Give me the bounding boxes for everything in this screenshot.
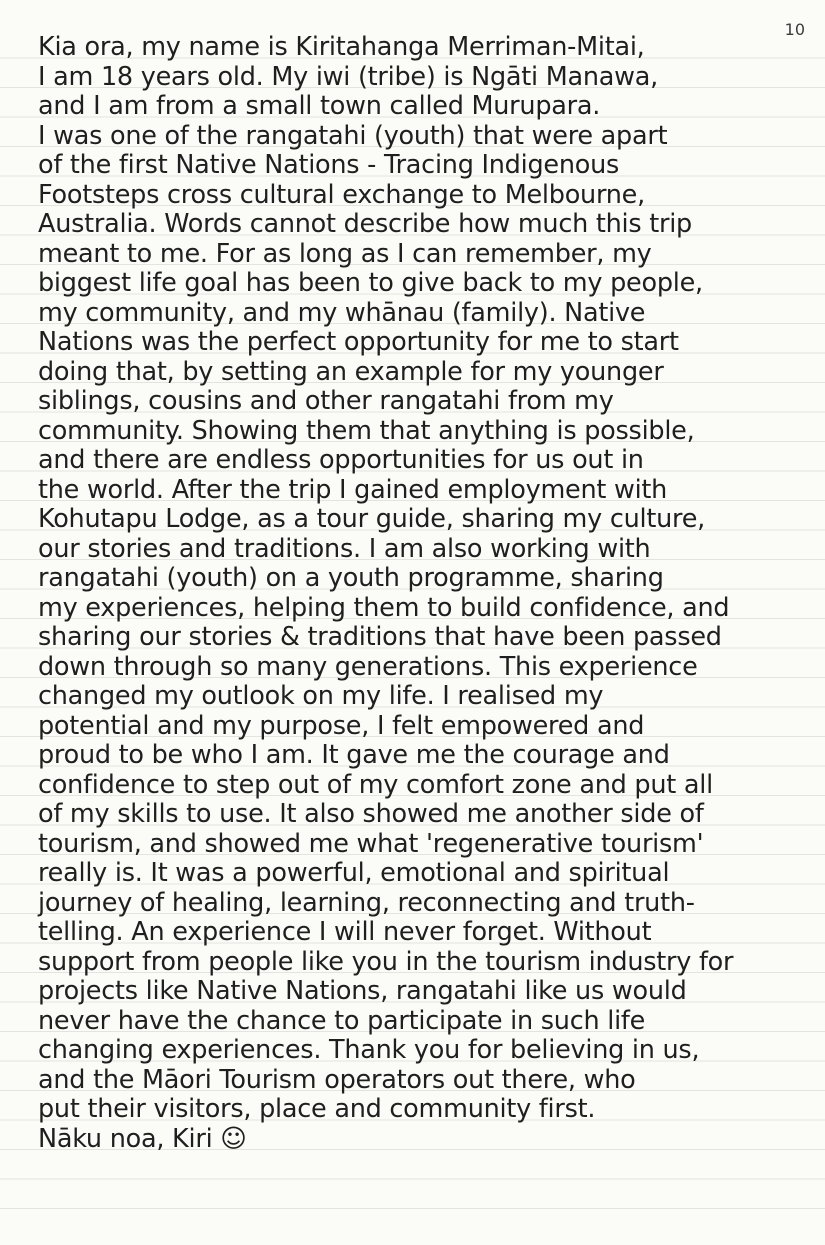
letter-line: sharing our stories & traditions that have been passed [38,622,722,652]
letter-line: Nations was the perfect opportunity for me to start [38,327,679,357]
letter-line: Kohutapu Lodge, as a tour guide, sharing my culture, [38,504,705,534]
letter-line: community. Showing them that anything is possible, [38,415,695,446]
page-number: 10 [784,20,805,39]
letter-line: siblings, cousins and other rangatahi from my [38,386,614,416]
letter-line: changed my outlook on my life. I realised my [38,681,604,711]
letter-line: changing experiences. Thank you for believing in us, [38,1035,700,1065]
letter-line: support from people like you in the tourism industry for [38,946,734,977]
letter-line: our stories and traditions. I am also working with [38,533,651,564]
letter-line: of my skills to use. It also showed me another side of [38,799,704,829]
letter-line: Australia. Words cannot describe how much this trip [38,209,692,239]
letter-line: and I am from a small town called Murupara. [38,91,601,121]
letter-line: put their visitors, place and community first. [38,1094,596,1124]
letter-line: doing that, by setting an example for my younger [38,356,664,387]
letter-line: really is. It was a powerful, emotional and spiritual [38,858,670,888]
handwritten-letter [38,33,798,1154]
letter-line: Nāku noa, Kiri ☺ [38,1123,247,1154]
letter-line: down through so many generations. This experience [38,651,698,682]
letter-line: never have the chance to participate in such life [38,1005,646,1036]
letter-line: rangatahi (youth) on a youth programme, sharing [38,563,664,593]
letter-line: Footsteps cross cultural exchange to Melbourne, [38,179,645,210]
letter-line: and there are endless opportunities for us out in [38,445,644,475]
letter-line: and the Māori Tourism operators out there, who [38,1064,636,1095]
letter-line: meant to me. For as long as I can remember, my [38,238,652,269]
letter-line: the world. After the trip I gained employment with [38,474,668,505]
letter-line: my community, and my whānau (family). Native [38,297,646,328]
letter-line: journey of healing, learning, reconnecting and truth- [38,887,695,918]
letter-line: projects like Native Nations, rangatahi like us would [38,976,687,1006]
letter-line: telling. An experience I will never forget. Without [38,917,652,947]
letter-line: I was one of the rangatahi (youth) that were apart [38,120,668,151]
letter-line: biggest life goal has been to give back to my people, [38,268,703,298]
letter-line: my experiences, helping them to build confidence, and [38,592,730,623]
letter-line: of the first Native Nations - Tracing Indigenous [38,150,620,180]
letter-line: potential and my purpose, I felt empowered and [38,710,645,741]
letter-line: I am 18 years old. My iwi (tribe) is Ngāti Manawa, [38,61,658,92]
letter-line: proud to be who I am. It gave me the courage and [38,740,670,770]
letter-line: confidence to step out of my comfort zone and put all [38,769,713,800]
letter-line: tourism, and showed me what 'regenerative tourism' [38,828,704,859]
letter-line: Kia ora, my name is Kiritahanga Merriman-Mitai, [38,32,645,62]
